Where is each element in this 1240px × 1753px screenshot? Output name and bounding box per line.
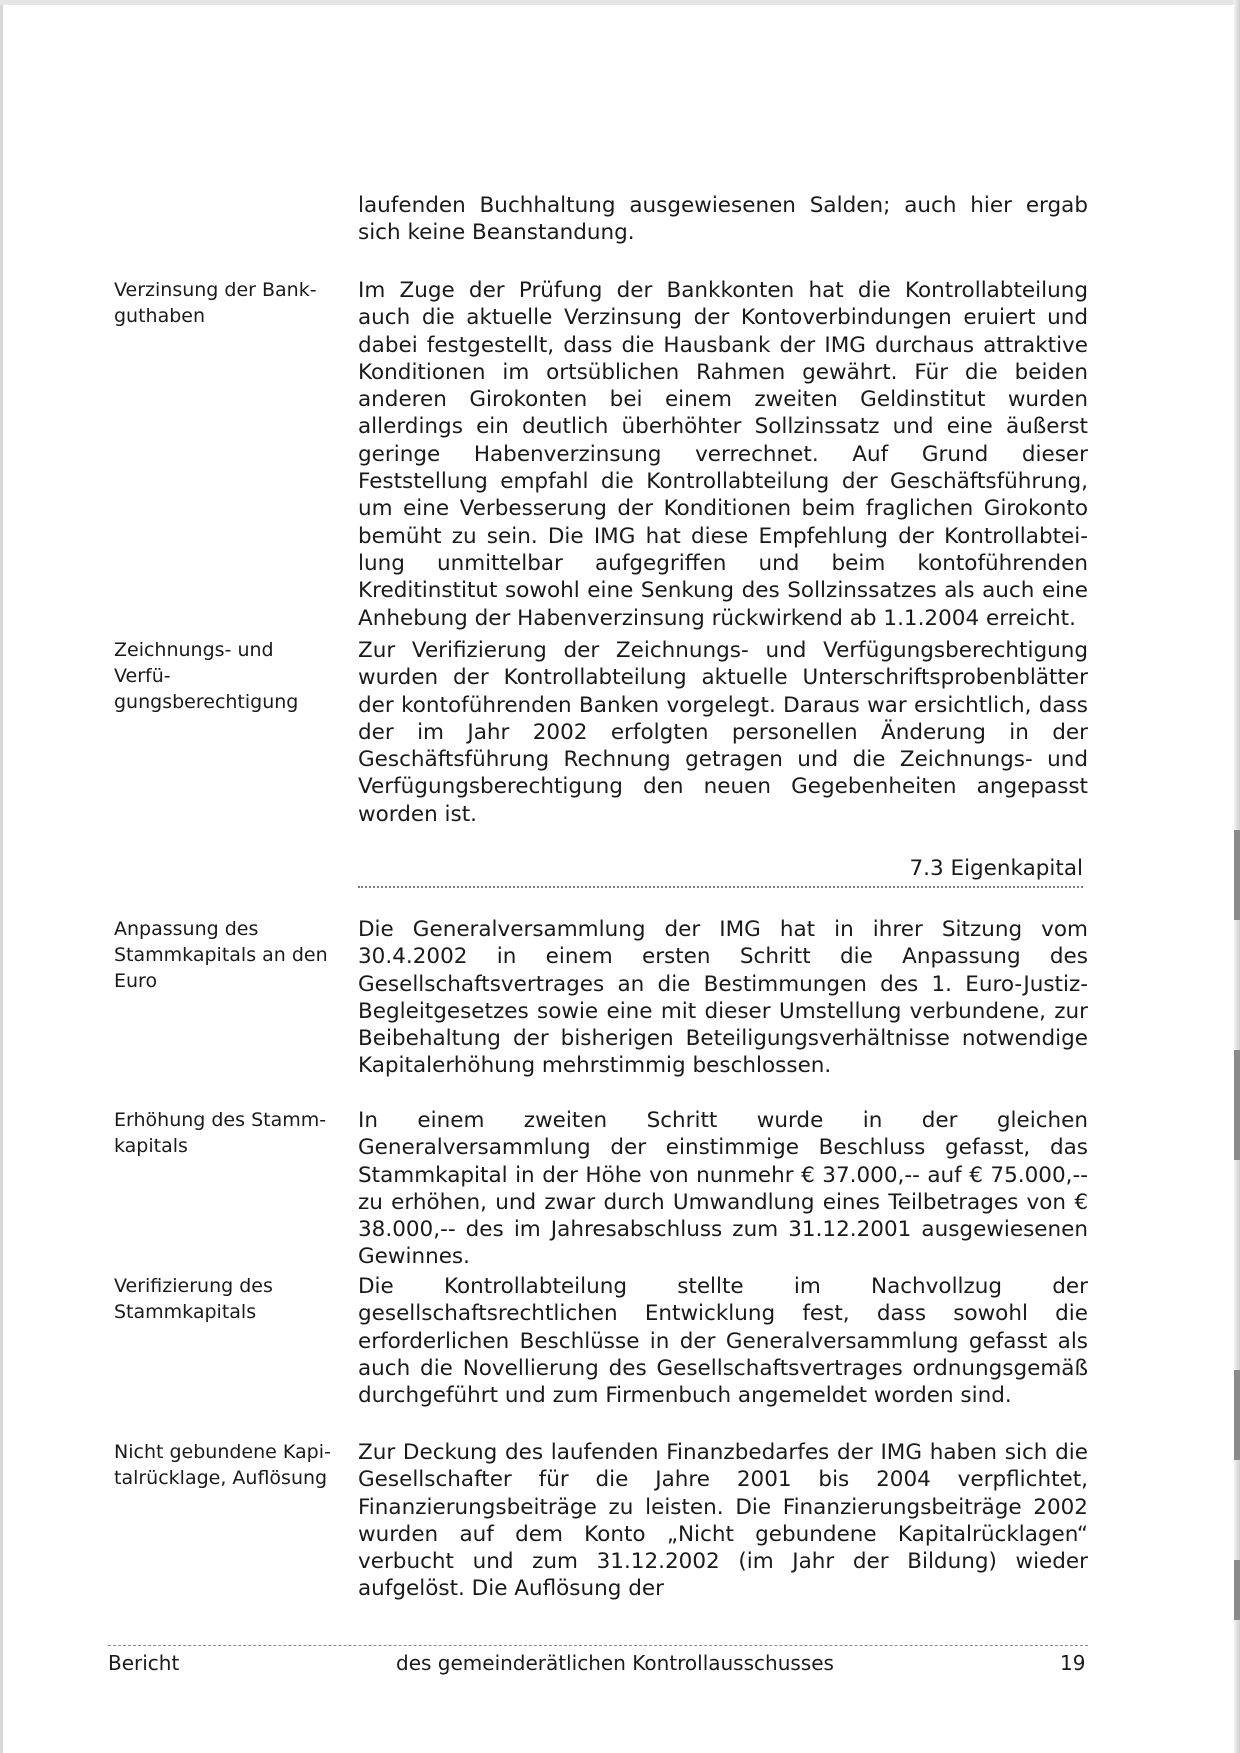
scan-edge-right (1234, 0, 1240, 1753)
footer-divider (108, 1645, 1088, 1646)
margin-note: Zeichnungs- und Verfügungsberechtigung (114, 639, 299, 713)
scan-edge-top (0, 0, 1240, 5)
paragraph: laufenden Buchhaltung ausgewiesenen Salden; auch hier ergab sich keine Beanstandung. (358, 193, 1088, 246)
paragraph: Zur Verifizierung der Zeichnungs- und Verfügungsberechtigung wurden der Kontrollabteilung aktuelle Unterschriftsprobenblätter der kontoführenden Banken vorgelegt. Daraus war ersichtlich, dass der im Jahr 2002 erfolgten personellen Änderung in der Geschäftsführung Rechnung getragen und die Zeichnungs- und Verfügungsberechtigung den neuen Gegebenheiten angepasst worden ist. (358, 638, 1088, 827)
section-heading: 7.3 Eigenkapital (358, 856, 1083, 888)
scan-edge-left (0, 0, 3, 1753)
margin-note: Verifizierung des Stammkapitals (114, 1275, 273, 1323)
margin-note: Nicht gebundene Kapitalrücklage, Auflösung (114, 1441, 331, 1489)
paragraph: Die Generalversammlung der IMG hat in ihrer Sitzung vom 30.4.2002 in einem ersten Schritt die Anpassung des Gesellschaftsvertrages an die Bestimmungen des 1. Euro-Justiz-Begleitgesetzes sowie eine mit dieser Umstellung verbundene, zur Beibehaltung der bisherigen Beteiligungsverhältnisse notwendige Kapitalerhöhung mehrstimmig beschlossen. (358, 917, 1088, 1079)
paragraph: Im Zuge der Prüfung der Bankkonten hat die Kontrollabteilung auch die aktuelle Verzinsung der Kontoverbindungen eruiert und dabei festgestellt, dass die Hausbank der IMG durchaus attraktive Konditionen im ortsüblichen Rahmen gewährt. Für die beiden anderen Girokonten bei einem zweiten Geldinstitut wurden allerdings ein deutlich überhöhter Sollzinssatz und eine äußerst geringe Habenverzinsung verrechnet. Auf Grund dieser Feststellung empfahl die Kontrollabteilung der Geschäftsführung, um eine Verbesserung der Konditionen beim fraglichen Girokonto bemüht zu sein. Die IMG hat diese Empfehlung der Kontrollabteilung unmittelbar aufgegriffen und beim kontoführenden Kreditinstitut sowohl eine Senkung des Sollzinssatzes als auch eine Anhebung der Habenverzinsung rückwirkend ab 1.1.2004 erreicht. (358, 278, 1088, 631)
margin-note: Anpassung des Stammkapitals an den Euro (114, 918, 328, 992)
paragraph: Die Kontrollabteilung stellte im Nachvollzug der gesellschaftsrechtlichen Entwicklung fest, dass sowohl die erforderlichen Beschlüsse in der Generalversammlung gefasst als auch die Novellierung des Gesellschaftsvertrages ordnungsgemäß durchgeführt und zum Firmenbuch angemeldet worden sind. (358, 1274, 1088, 1409)
footer-left: Bericht (108, 1651, 180, 1675)
footer-center: des gemeinderätlichen Kontrollausschusses (396, 1651, 834, 1675)
page-number: 19 (1060, 1651, 1086, 1675)
margin-note: Erhöhung des Stammkapitals (114, 1109, 327, 1157)
margin-note: Verzinsung der Bankguthaben (114, 279, 317, 327)
paragraph: Zur Deckung des laufenden Finanzbedarfes der IMG haben sich die Gesellschafter für die Jahre 2001 bis 2004 verpflichtet, Finanzierungsbeiträge zu leisten. Die Finanzierungsbeiträge 2002 wurden auf dem Konto „Nicht gebundene Kapitalrücklagen“ verbucht und zum 31.12.2002 (im Jahr der Bildung) wieder aufgelöst. Die Auflösung der (358, 1440, 1088, 1602)
paragraph: In einem zweiten Schritt wurde in der gleichen Generalversammlung der einstimmige Beschluss gefasst, das Stammkapital in der Höhe von nunmehr € 37.000,-- auf € 75.000,-- zu erhöhen, und zwar durch Umwandlung eines Teilbetrages von € 38.000,-- des im Jahresabschluss zum 31.12.2001 ausgewiesenen Gewinnes. (358, 1108, 1088, 1270)
